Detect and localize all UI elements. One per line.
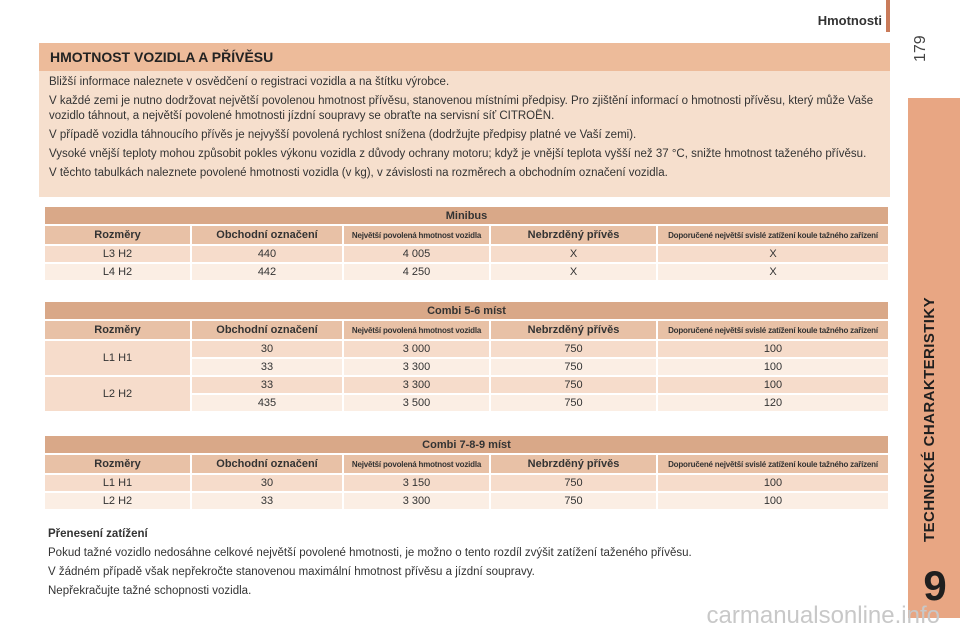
cell: 3 150	[344, 475, 489, 491]
cell: 750	[491, 395, 656, 411]
cell: 120	[658, 395, 888, 411]
cell: 750	[491, 341, 656, 357]
cell: 100	[658, 341, 888, 357]
info-box	[39, 43, 890, 197]
table-row	[45, 493, 888, 509]
col-header-nejvetsi: Největší povolená hmotnost vozidla	[344, 226, 489, 244]
cell: X	[491, 246, 656, 262]
info-box-body	[39, 71, 890, 181]
col-header-nebrzdeny: Nebrzděný přívěs	[491, 455, 656, 473]
col-header-nebrzdeny: Nebrzděný přívěs	[491, 226, 656, 244]
cell: 33	[192, 377, 342, 393]
cell: 750	[491, 377, 656, 393]
info-paragraph: V každé zemi je nutno dodržovat největší povolenou hmotnost přívěsu, stanovenou místními předpisy. Pro zjištění informací o hmotnosti přívěsu, který může Vaše vozidlo táhnout, a největší povolené hmotnosti jízdní soupravy se obraťte na servisní síť CITROËN.	[49, 95, 874, 122]
col-header-doporucene: Doporučené největší svislé zatížení koule tažného zařízení	[658, 226, 888, 244]
table-row	[45, 475, 888, 491]
cell-rozmery: L1 H1	[45, 341, 190, 375]
cell: 100	[658, 377, 888, 393]
cell: 100	[658, 359, 888, 375]
table-combi-7-8-9	[43, 434, 890, 511]
cell: 30	[192, 475, 342, 491]
cell: X	[658, 246, 888, 262]
col-header-rozmery: Rozměry	[45, 226, 190, 244]
cell: 435	[192, 395, 342, 411]
cell: L3 H2	[45, 246, 190, 262]
table-caption: Combi 7-8-9 míst	[45, 436, 888, 453]
cell: 30	[192, 341, 342, 357]
info-box-title: HMOTNOST VOZIDLA A PŘÍVĚSU	[39, 43, 890, 71]
cell: L1 H1	[45, 475, 190, 491]
table-row	[45, 264, 888, 280]
col-header-rozmery: Rozměry	[45, 455, 190, 473]
cell: L4 H2	[45, 264, 190, 280]
cell: 3 000	[344, 341, 489, 357]
cell: 3 300	[344, 493, 489, 509]
cell: 33	[192, 493, 342, 509]
cell: 440	[192, 246, 342, 262]
col-header-nejvetsi: Největší povolená hmotnost vozidla	[344, 321, 489, 339]
table-caption: Combi 5-6 míst	[45, 302, 888, 319]
col-header-nejvetsi: Největší povolená hmotnost vozidla	[344, 455, 489, 473]
cell: 3 500	[344, 395, 489, 411]
col-header-rozmery: Rozměry	[45, 321, 190, 339]
cell: X	[491, 264, 656, 280]
cell: 4 005	[344, 246, 489, 262]
watermark: carmanualsonline.info	[706, 602, 940, 629]
cell: X	[658, 264, 888, 280]
cell: 750	[491, 493, 656, 509]
header-divider	[886, 0, 890, 32]
info-paragraph: V těchto tabulkách naleznete povolené hmotnosti vozidla (v kg), v závislosti na rozměrech a obchodním označení vozidla.	[49, 167, 668, 179]
cell: 750	[491, 359, 656, 375]
table-caption: Minibus	[45, 207, 888, 224]
cell: 4 250	[344, 264, 489, 280]
cell: 100	[658, 475, 888, 491]
cell: 3 300	[344, 359, 489, 375]
cell: 750	[491, 475, 656, 491]
col-header-oznaceni: Obchodní označení	[192, 455, 342, 473]
table-row	[45, 377, 888, 393]
chapter-side-label: TECHNICKÉ CHARAKTERISTIKY	[921, 296, 938, 542]
section-title: Přenesení zatížení	[48, 528, 148, 540]
col-header-oznaceni: Obchodní označení	[192, 226, 342, 244]
page-header-title: Hmotnosti	[817, 13, 882, 28]
cell: 442	[192, 264, 342, 280]
col-header-nebrzdeny: Nebrzděný přívěs	[491, 321, 656, 339]
page-number: 179	[912, 35, 929, 62]
col-header-doporucene: Doporučené největší svislé zatížení koule tažného zařízení	[658, 455, 888, 473]
col-header-doporucene: Doporučené největší svislé zatížení koule tažného zařízení	[658, 321, 888, 339]
cell-rozmery: L2 H2	[45, 377, 190, 411]
table-row	[45, 341, 888, 357]
load-transfer-section	[48, 528, 692, 604]
chapter-number: 9	[923, 562, 947, 609]
footer-paragraph: Nepřekračujte tažné schopnosti vozidla.	[48, 585, 252, 597]
footer-paragraph: Pokud tažné vozidlo nedosáhne celkové největší povolené hmotnosti, je možno o tento rozdíl zvýšit zatížení taženého přívěsu.	[48, 547, 692, 559]
footer-paragraph: V žádném případě však nepřekročte stanovenou maximální hmotnost přívěsu a jízdní soupravy.	[48, 566, 535, 578]
table-combi-5-6	[43, 300, 890, 413]
table-minibus	[43, 205, 890, 282]
info-paragraph: Vysoké vnější teploty mohou způsobit pokles výkonu vozidla z důvody ochrany motoru; když je vnější teplota vyšší než 37 °C, snižte hmotnost taženého přívěsu.	[49, 148, 867, 160]
cell: 100	[658, 493, 888, 509]
cell: 33	[192, 359, 342, 375]
info-paragraph: V případě vozidla táhnoucího přívěs je nejvyšší povolená rychlost snížena (dodržujte předpisy platné ve Vaší zemi).	[49, 129, 637, 141]
info-paragraph: Bližší informace naleznete v osvědčení o registraci vozidla a na štítku výrobce.	[49, 76, 450, 88]
cell: L2 H2	[45, 493, 190, 509]
col-header-oznaceni: Obchodní označení	[192, 321, 342, 339]
table-row	[45, 246, 888, 262]
cell: 3 300	[344, 377, 489, 393]
